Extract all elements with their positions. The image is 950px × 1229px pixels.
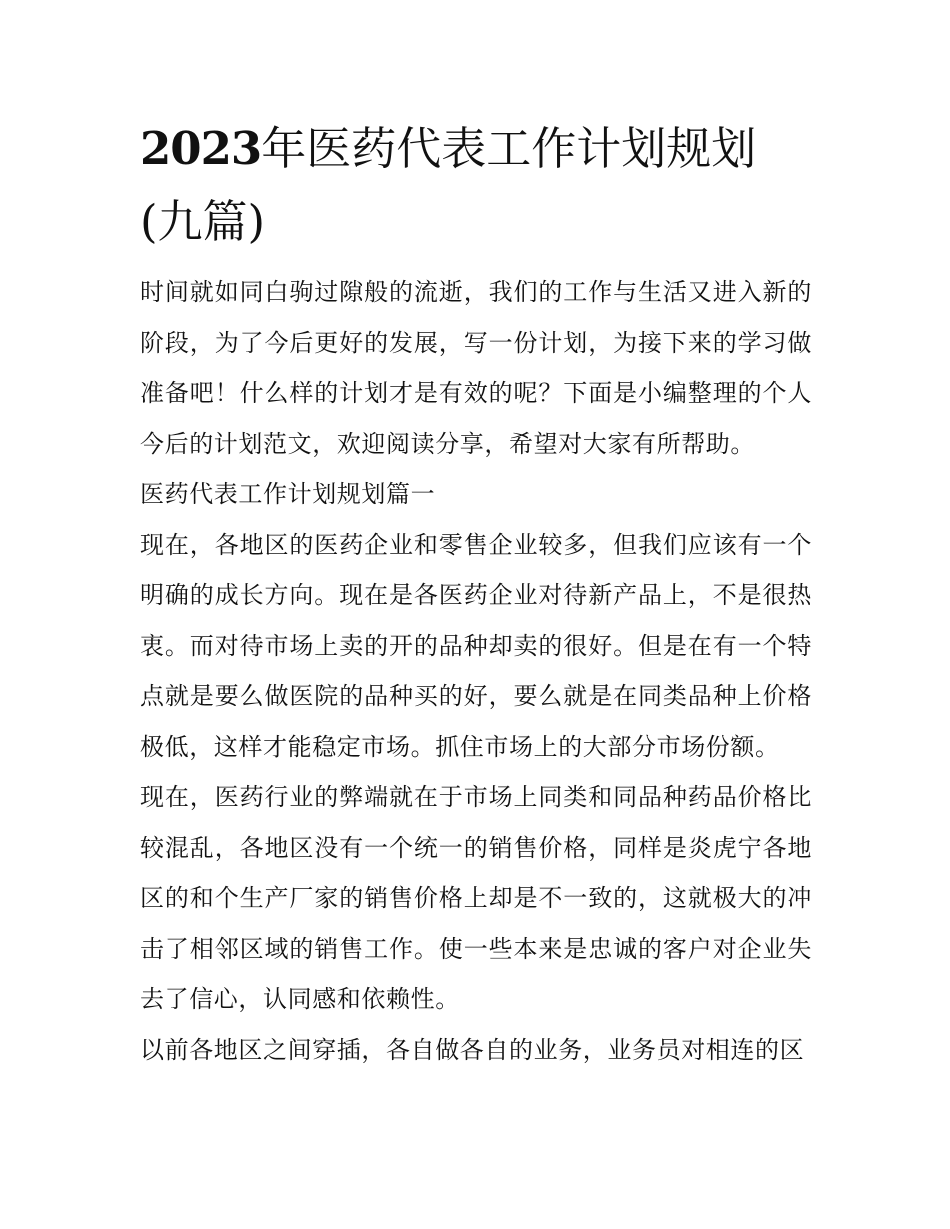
section-heading: 医药代表工作计划规划篇一: [140, 480, 436, 508]
body-paragraph-1: 现在，各地区的医药企业和零售企业较多，但我们应该有一个明确的成长方向。现在是各医药企业对待新产品上，不是很热衷。而对待市场上卖的开的品种却卖的很好。但是在有一个特点就是要么做医院的品种买的好，要么就是在同类品种上价格极低，这样才能稳定市场。抓住市场上的大部分市场份额。: [140, 530, 812, 761]
document-page: [140, 112, 812, 1075]
body-paragraph-3: 以前各地区之间穿插，各自做各自的业务，业务员对相连的区: [140, 1035, 805, 1064]
title-year: 2023: [140, 122, 262, 175]
document-title: [140, 112, 812, 258]
body-paragraph-2: 现在，医药行业的弊端就在于市场上同类和同品种药品价格比较混乱，各地区没有一个统一的销售价格，同样是炎虎宁各地区的和个生产厂家的销售价格上却是不一致的，这就极大的冲击了相邻区域的销售工作。使一些本来是忠诚的客户对企业失去了信心，认同感和依赖性。: [140, 783, 812, 1013]
title-text: 年医药代表工作计划规划(九篇): [140, 122, 757, 248]
intro-paragraph: 时间就如同白驹过隙般的流逝，我们的工作与生活又进入新的阶段，为了今后更好的发展，写一份计划，为接下来的学习做准备吧！什么样的计划才是有效的呢？下面是小编整理的个人今后的计划范文，欢迎阅读分享，希望对大家有所帮助。: [140, 278, 812, 458]
